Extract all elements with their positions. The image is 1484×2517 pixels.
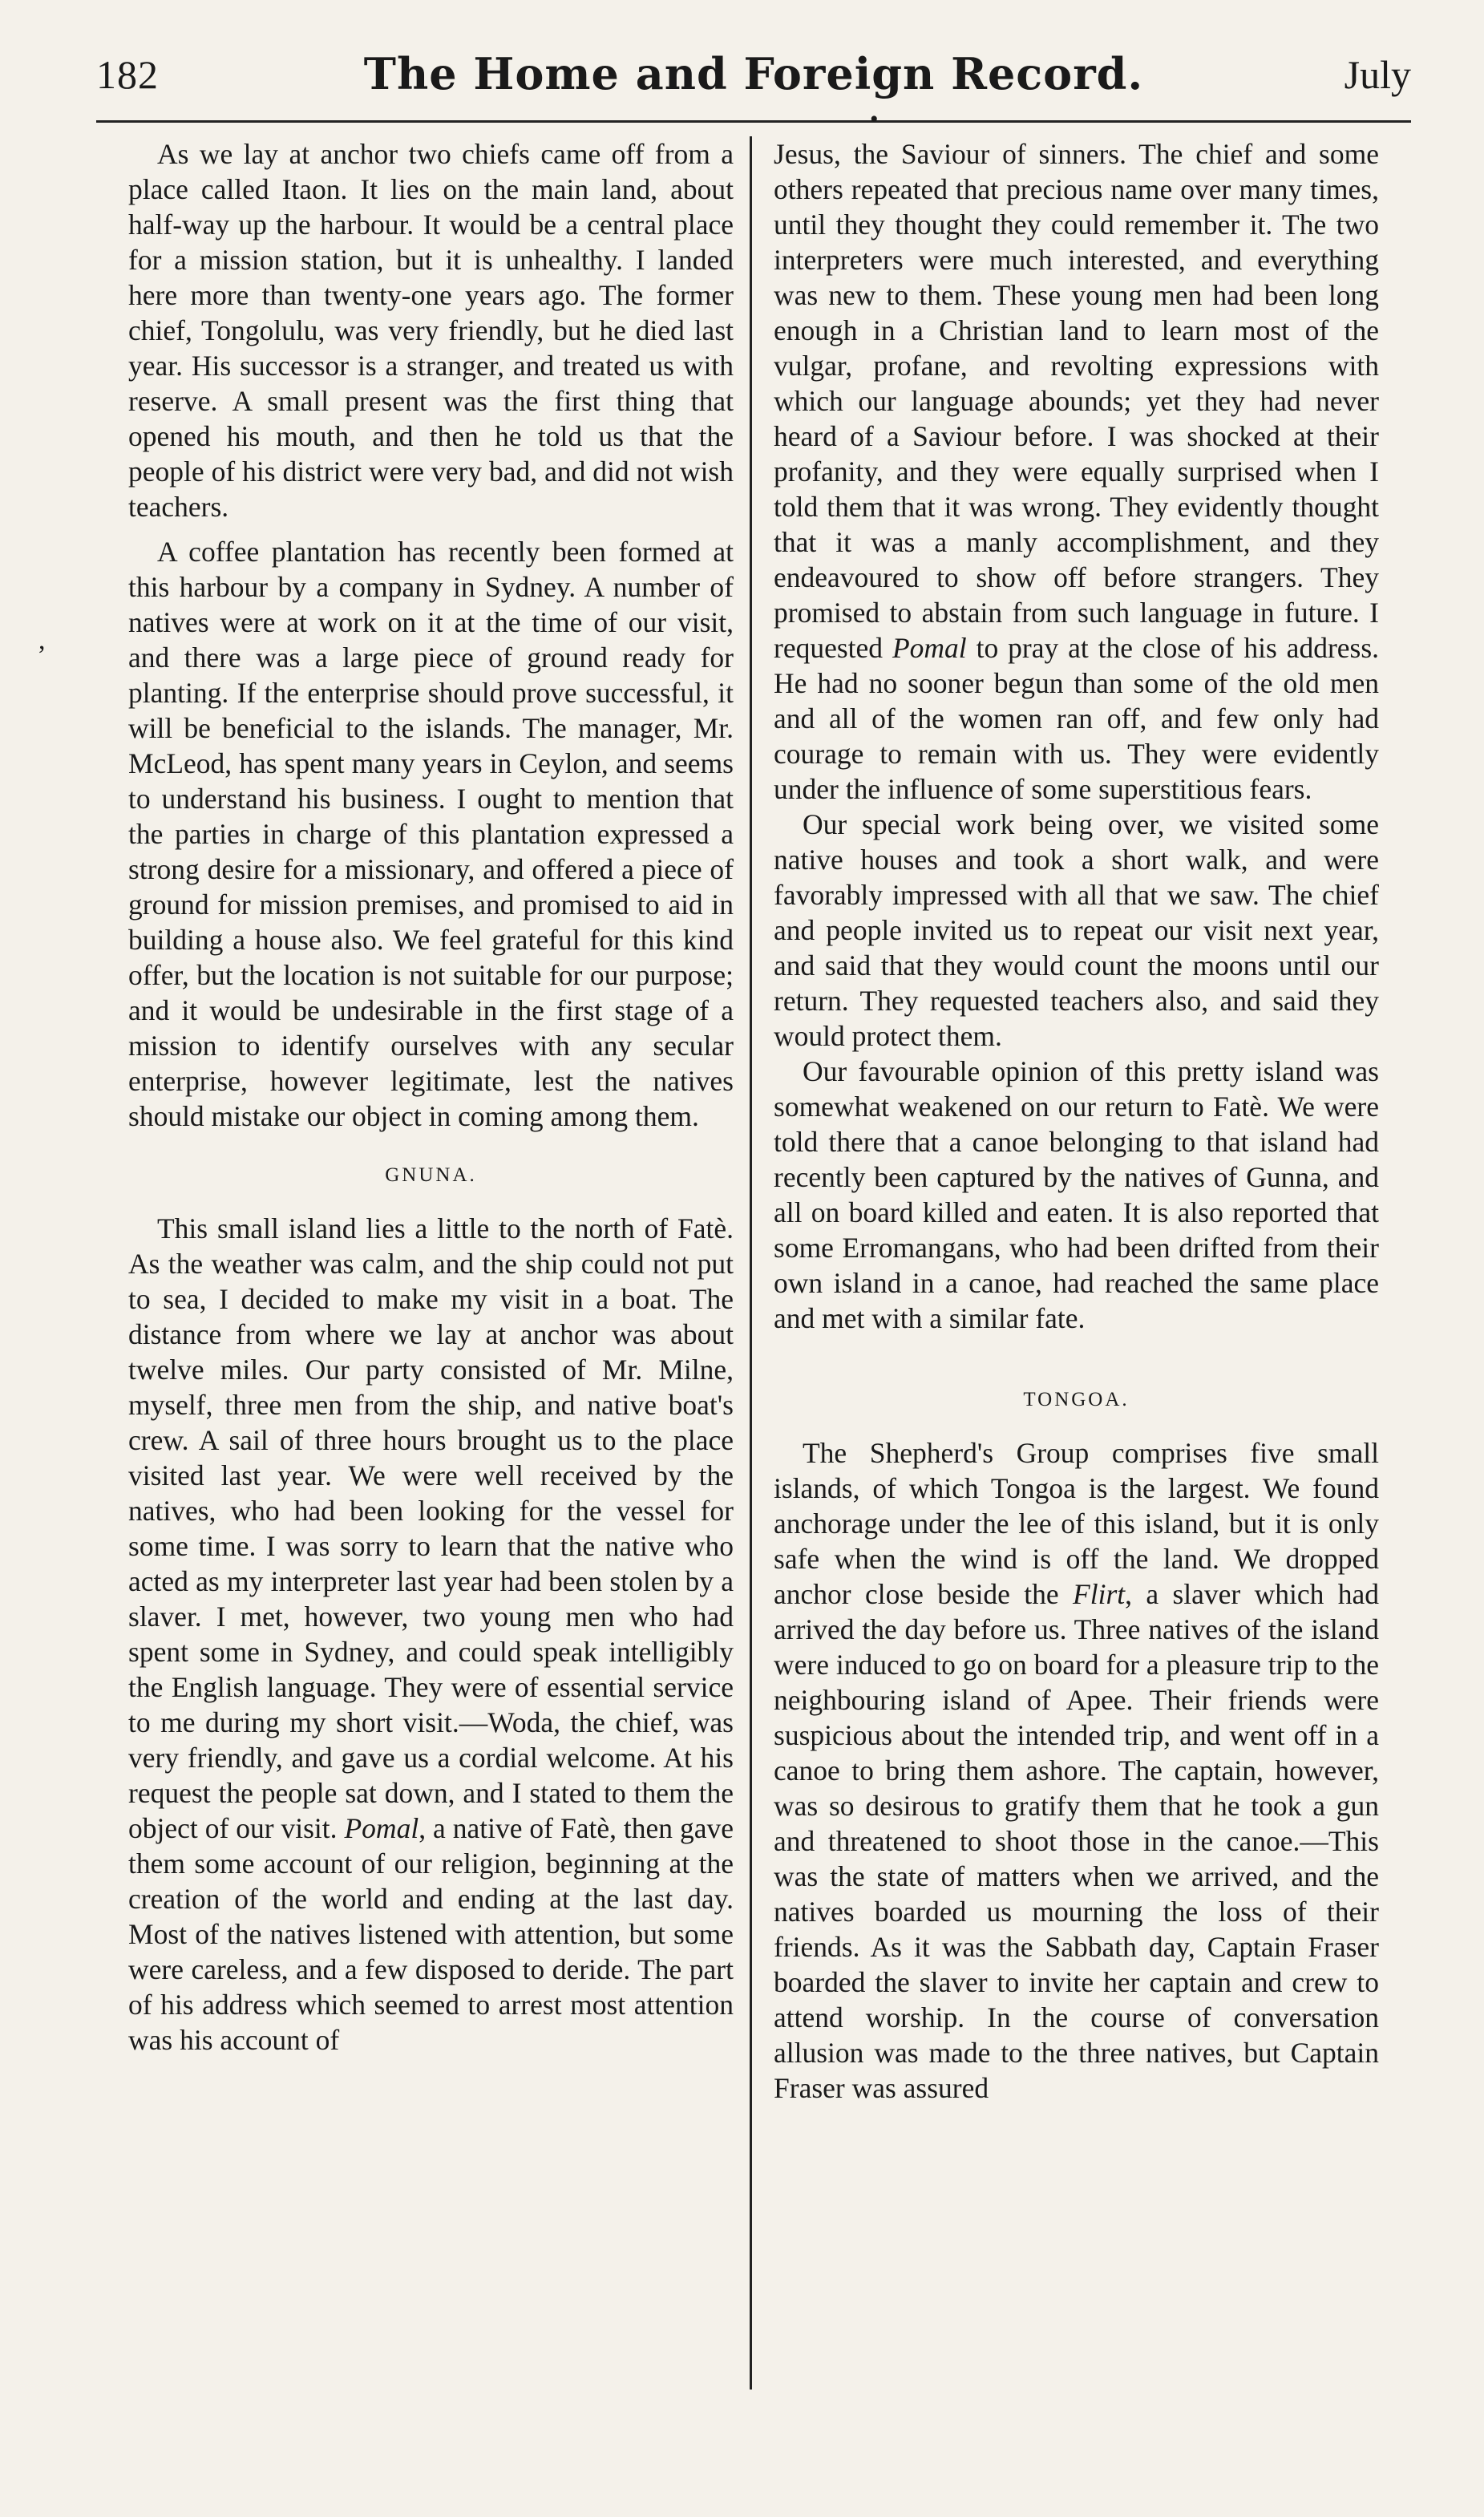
paragraph: Our favourable opinion of this pretty island was somewhat weakened on our return to Fatè. We were told there that a canoe belonging to that island had recently been captured by the natives of Gunna, and all on board killed and eaten. It is also reported that some Erromangans, who had been drifted from their own island in a canoe, had reached the same place and met with a similar fate. [774,1055,1379,1334]
page-number: 182 [96,52,159,97]
paragraph-text: This small island lies a little to the north of Fatè. As the weather was calm, and the ship could not put to sea, I decided to make my visit in a boat. The distance from where we lay at anchor was about twelve miles. Our party consisted of Mr. Milne, myself, three men from the ship, and native boat's crew. A sail of three hours brought us to the place visited last year. We were well received by the natives, who had been looking for the vessel for some time. I was sorry to learn that the native who acted as my interpreter last year had been stolen by a slaver. I met, however, two young men who had spent some in Sydney, and could speak intelligibly the English language. They were of essential service to me during my short visit.—Woda, the chief, was very friendly, and gave us a cordial welcome. At his request the people sat down, and I stated to them the object of our visit. [128,1212,734,1844]
italic-name: Pomal [344,1812,419,1844]
paragraph [128,1211,734,2058]
paragraph-text: , a slaver which had arrived the day before us. Three natives of the island were induced to go on board for a pleasure trip to the neighbouring island of Apee. Their friends were suspicious about the intended trip, and went off in a canoe to bring them ashore. The captain, however, was so desirous to gratify them that he took a gun and threatened to shoot those in the canoe.—This was the state of matters when we arrived, and the natives boarded us mourning the loss of their friends. As it was the Sabbath day, Captain Fraser boarded the slaver to invite her captain and crew to attend worship. In the course of conversation allusion was made to the three natives, but Captain Fraser was assured [774,1578,1379,2104]
italic-name: Pomal [892,632,967,664]
paragraph-text: Jesus, the Saviour of sinners. The chief and some others repeated that precious name over many times, until they thought they could remember it. The two interpreters were much interested, and everything was new to them. These young men had been long enough in a Christian land to learn most of the vulgar, profane, and revolting expressions with which our language abounds; yet they had never heard of a Saviour before. I was shocked at their profanity, and they were equally surprised when I told them that it was wrong. They evidently thought that it was a manly accomplishment, and they endeavoured to show off before strangers. They promised to abstain from such language in future. I requested [774,138,1379,664]
paragraph: A coffee plantation has recently been formed at this harbour by a company in Sydney. A number of natives were at work on it at the time of our visit, and there was a large piece of ground ready for planting. If the enterprise should prove successful, it will be beneficial to the islands. The manager, Mr. McLeod, has spent many years in Ceylon, and seems to understand his business. I ought to mention that the parties in charge of this plantation expressed a strong desire for a missionary, and offered a piece of ground for mission premises, and promised to aid in building a house also. We feel grateful for this kind offer, but the location is not suitable for our purpose; and it would be undesirable in the first stage of a mission to identify ourselves with any secular enterprise, however legitimate, lest the natives should mistake our object in coming among them. [128,536,734,1132]
section-heading: GNUNA. [385,1164,477,1186]
journal-title: The Home and Foreign Record. [363,48,1144,99]
paragraph-text: The Shepherd's Group comprises five small islands, of which Tongoa is the largest. We found anchorage under the lee of this island, but it is only safe when the wind is off the land. We dropped anchor close beside the [774,1437,1379,1610]
issue-month: July [1344,52,1411,97]
section-heading: TONGOA. [1023,1389,1130,1410]
left-column [128,136,734,2058]
column-divider [750,136,752,2390]
paragraph: As we lay at anchor two chiefs came off from a place called Itaon. It lies on the main land, about half-way up the harbour. It would be a central place for a mission station, but it is unhealthy. I landed here more than twenty-one years ago. The former chief, Tongolulu, was very friendly, but he died last year. His successor is a stranger, and treated us with reserve. A small present was the first thing that opened his mouth, and then he told us that the people of his district were very bad, and did not wish teachers. [128,138,734,523]
italic-ship-name: Flirt [1073,1578,1126,1610]
paragraph [774,136,1379,807]
page-header [96,48,1411,120]
paragraph-text: , a native of Fatè, then gave them some account of our religion, beginning at the creation of the world and ending at the last day. Most of the natives listened with attention, but some were careless, and a few disposed to deride. The part of his address which seemed to arrest most attention was his account of [128,1812,734,2056]
paragraph-text: to pray at the close of his address. He had no sooner begun than some of the old men and all of the women ran off, and few only had courage to remain with us. They were evidently under the influence of some superstitious fears. [774,632,1380,805]
paragraph: Our special work being over, we visited some native houses and took a short walk, and were favorably impressed with all that we saw. The chief and people invited us to repeat our visit next year, and said that they would count the moons until our return. They requested teachers also, and said they would protect them. [774,808,1379,1052]
header-ornament-dot: • [870,106,879,132]
margin-mark: , [38,625,46,655]
right-column [774,136,1379,2106]
header-rule [96,120,1411,123]
paragraph [774,1435,1379,2106]
